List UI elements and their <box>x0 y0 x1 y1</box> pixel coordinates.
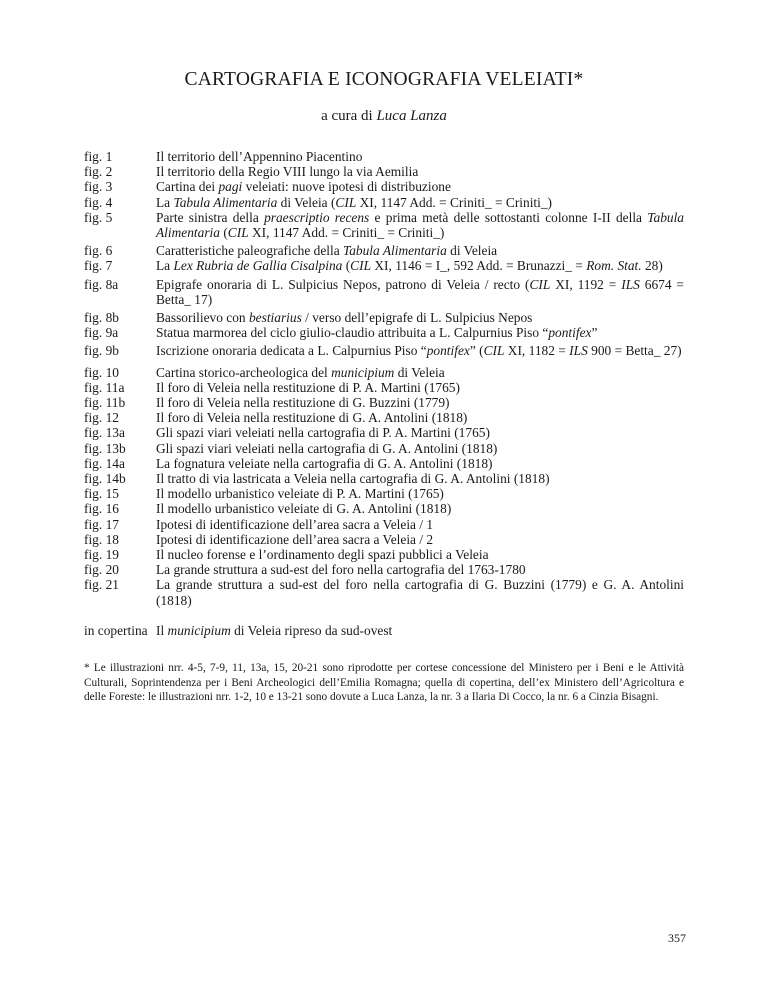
figure-entry <box>84 577 684 607</box>
figure-entry <box>84 517 684 532</box>
figure-entry <box>84 195 684 210</box>
figure-entry <box>84 532 684 547</box>
figure-entry <box>84 456 684 471</box>
italic-term: ILS <box>621 276 640 292</box>
description-text: Parte sinistra della <box>156 209 265 225</box>
figure-number: fig. 4 <box>84 194 113 210</box>
figure-number: fig. 17 <box>84 516 119 532</box>
description-text: Epigrafe onoraria di L. Sulpicius Nepos, patrono di Veleia / recto ( <box>156 276 530 292</box>
figure-number: fig. 5 <box>84 209 113 225</box>
figure-number: fig. 8a <box>84 276 119 292</box>
figure-description <box>156 365 684 380</box>
description-text: Il tratto di via lastricata a Veleia nella cartografia di G. A. Antolini (1818) <box>156 471 550 487</box>
figure-description <box>156 164 684 179</box>
figure-number: fig. 19 <box>84 547 119 563</box>
figure-number: fig. 21 <box>84 577 119 593</box>
page-title: CARTOGRAFIA E ICONOGRAFIA VELEIATI* <box>184 69 584 90</box>
figure-description <box>156 501 684 516</box>
figure-entry <box>84 343 684 358</box>
figure-description <box>156 343 684 358</box>
description-text: ” ( <box>469 343 484 359</box>
description-text: 900 = Betta_ 27) <box>587 343 682 359</box>
italic-term: bestiarius <box>248 310 302 326</box>
figure-entry <box>84 486 684 501</box>
description-text: Cartina dei <box>156 179 219 195</box>
figure-entry <box>84 277 684 307</box>
figure-description <box>156 577 684 607</box>
description-text: Il modello urbanistico veleiate di P. A. Martini (1765) <box>156 486 444 502</box>
figure-number: fig. 8b <box>84 310 119 326</box>
description-text: XI, 1147 Add. = Criniti_ = Criniti_) <box>356 194 553 210</box>
page-number: 357 <box>668 931 686 945</box>
figure-entry <box>84 325 684 340</box>
cover-entry <box>84 623 684 638</box>
italic-term: Lex Rubria de Gallia Cisalpina <box>173 258 343 274</box>
figure-entry <box>84 210 684 240</box>
figure-description <box>156 471 684 486</box>
figure-entry <box>84 149 684 164</box>
figure-description <box>156 325 684 340</box>
figure-number: in copertina <box>84 622 148 638</box>
description-text: ( <box>219 225 228 241</box>
figure-entry <box>84 395 684 410</box>
description-text: Il territorio della Regio VIII lungo la via Aemilia <box>156 164 419 180</box>
figure-number: fig. 6 <box>84 243 113 259</box>
figure-description <box>156 277 684 307</box>
figure-description <box>156 195 684 210</box>
description-text: La grande struttura a sud-est del foro nella cartografia del 1763-1780 <box>156 562 526 578</box>
byline <box>0 106 768 126</box>
figure-number: fig. 10 <box>84 364 119 380</box>
italic-term: pontifex <box>548 325 592 341</box>
footnote: * Le illustrazioni nrr. 4-5, 7-9, 11, 13a, 15, 20-21 sono riprodotte per cortese concessione del Ministero per i Beni e le Attività Culturali, Soprintendenza per i Beni Archeologici dell’Emilia Romagna; quella di copertina, dell’ex Ministero dell’Agricoltura e delle Foreste: le illustrazioni nrr. 1-2, 10 e 13-21 sono dovute a Luca Lanza, la nr. 3 a Ilaria Di Cocco, la nr. 6 a Cinzia Bisagni. <box>84 662 684 703</box>
italic-term: CIL <box>350 258 372 274</box>
italic-term: Tabula Alimentaria <box>156 209 685 241</box>
byline-prefix: a cura di <box>321 108 377 124</box>
description-text: di Veleia ( <box>277 194 336 210</box>
figure-number: fig. 9b <box>84 343 119 359</box>
figure-number: fig. 13b <box>84 440 126 456</box>
figure-entry <box>84 425 684 440</box>
figure-description <box>156 547 684 562</box>
figure-description <box>156 425 684 440</box>
italic-term: Rom. Stat. <box>586 258 642 274</box>
description-text: Gli spazi viari veleiati nella cartografia di P. A. Martini (1765) <box>156 425 490 441</box>
italic-term: CIL <box>529 276 551 292</box>
description-text: / verso dell’epigrafe di L. Sulpicius Nepos <box>301 310 533 326</box>
figure-entry <box>84 501 684 516</box>
figure-description <box>156 562 684 577</box>
description-text: Il foro di Veleia nella restituzione di P. A. Martini (1765) <box>156 379 460 395</box>
figure-description <box>156 179 684 194</box>
figure-description <box>156 380 684 395</box>
figure-number: fig. 13a <box>84 425 125 441</box>
figure-entry <box>84 243 684 258</box>
description-text: XI, 1182 = <box>504 343 570 359</box>
description-text: di Veleia <box>446 243 498 259</box>
figure-description <box>156 441 684 456</box>
description-text: Bassorilievo con <box>156 310 249 326</box>
figure-entry <box>84 258 684 273</box>
figure-number: fig. 20 <box>84 562 119 578</box>
figure-number: fig. 14a <box>84 455 125 471</box>
description-text: 28) <box>641 258 663 274</box>
description-text: di Veleia ripreso da sud-ovest <box>230 622 393 638</box>
italic-term: Tabula Alimentaria <box>173 194 278 210</box>
figure-number: fig. 11b <box>84 395 126 411</box>
figure-number: fig. 7 <box>84 258 113 274</box>
figure-description <box>156 623 684 638</box>
description-text: 6674 = Betta_ 17) <box>156 276 684 307</box>
figure-entry <box>84 547 684 562</box>
description-text: Statua marmorea del ciclo giulio-claudio attribuita a L. Calpurnius Piso “ <box>156 325 549 341</box>
figure-entry <box>84 441 684 456</box>
figure-description <box>156 486 684 501</box>
description-text: Ipotesi di identificazione dell’area sacra a Veleia / 2 <box>156 531 434 547</box>
description-text: e prima metà delle sottostanti colonne I-II della <box>369 209 648 225</box>
description-text: veleiati: nuove ipotesi di distribuzione <box>242 179 451 195</box>
figure-description <box>156 395 684 410</box>
figure-entry <box>84 164 684 179</box>
description-text: Il foro di Veleia nella restituzione di G. Buzzini (1779) <box>156 395 450 411</box>
figure-number: fig. 12 <box>84 410 119 426</box>
description-text: Gli spazi viari veleiati nella cartografia di G. A. Antolini (1818) <box>156 440 498 456</box>
figure-number: fig. 3 <box>84 179 113 195</box>
italic-term: municipium <box>167 622 231 638</box>
description-text: La <box>156 258 174 274</box>
description-text: ( <box>342 258 351 274</box>
figure-number: fig. 15 <box>84 486 119 502</box>
figure-number: fig. 1 <box>84 149 113 164</box>
figure-number: fig. 2 <box>84 164 113 180</box>
description-text: Il foro di Veleia nella restituzione di G. A. Antolini (1818) <box>156 410 468 426</box>
figure-entry <box>84 310 684 325</box>
description-text: XI, 1146 = I_, 592 Add. = Brunazzi_ = <box>371 258 587 274</box>
description-text: Cartina storico-archeologica del <box>156 364 332 380</box>
description-text: Caratteristiche paleografiche della <box>156 243 343 259</box>
figure-description <box>156 310 684 325</box>
italic-term: pagi <box>218 179 243 195</box>
italic-term: ILS <box>569 343 588 359</box>
description-text: Il territorio dell’Appennino Piacentino <box>156 149 363 164</box>
italic-term: Tabula Alimentaria <box>343 243 447 259</box>
figure-description <box>156 258 684 273</box>
description-text: XI, 1147 Add. = Criniti_ = Criniti_) <box>248 225 445 241</box>
italic-term: CIL <box>227 225 249 241</box>
figure-number: fig. 16 <box>84 501 119 517</box>
figure-number: fig. 18 <box>84 531 119 547</box>
description-text: ” <box>591 325 598 341</box>
byline-author: Luca Lanza <box>376 108 447 124</box>
description-text: La <box>156 194 174 210</box>
description-text: XI, 1192 = <box>550 276 622 292</box>
description-text: Iscrizione onoraria dedicata a L. Calpurnius Piso “ <box>156 343 427 359</box>
figure-description <box>156 456 684 471</box>
description-text: Il nucleo forense e l’ordinamento degli spazi pubblici a Veleia <box>156 547 489 563</box>
italic-term: municipium <box>331 364 395 380</box>
description-text: La fognatura veleiate nella cartografia di G. A. Antolini (1818) <box>156 455 493 471</box>
figure-description <box>156 243 684 258</box>
figure-entry <box>84 365 684 380</box>
italic-term: praescriptio recens <box>264 209 370 225</box>
description-text: La grande struttura a sud-est del foro nella cartografia di G. Buzzini (1779) e G. A. Antolini (1818) <box>156 577 684 608</box>
italic-term: pontifex <box>426 343 470 359</box>
description-text: Il modello urbanistico veleiate di G. A. Antolini (1818) <box>156 501 452 517</box>
figure-description <box>156 149 684 164</box>
figure-list <box>84 149 684 638</box>
italic-term: CIL <box>335 194 357 210</box>
figure-entry <box>84 179 684 194</box>
figure-entry <box>84 380 684 395</box>
figure-entry <box>84 562 684 577</box>
figure-description <box>156 210 684 240</box>
description-text: Ipotesi di identificazione dell’area sacra a Veleia / 1 <box>156 516 434 532</box>
figure-entry <box>84 471 684 486</box>
figure-description <box>156 532 684 547</box>
italic-term: CIL <box>483 343 505 359</box>
description-text: Il <box>156 622 168 638</box>
figure-description <box>156 410 684 425</box>
figure-description <box>156 517 684 532</box>
figure-number: fig. 14b <box>84 471 126 487</box>
figure-number: fig. 11a <box>84 379 125 395</box>
description-text: di Veleia <box>394 364 445 380</box>
figure-entry <box>84 410 684 425</box>
figure-number: fig. 9a <box>84 325 119 341</box>
